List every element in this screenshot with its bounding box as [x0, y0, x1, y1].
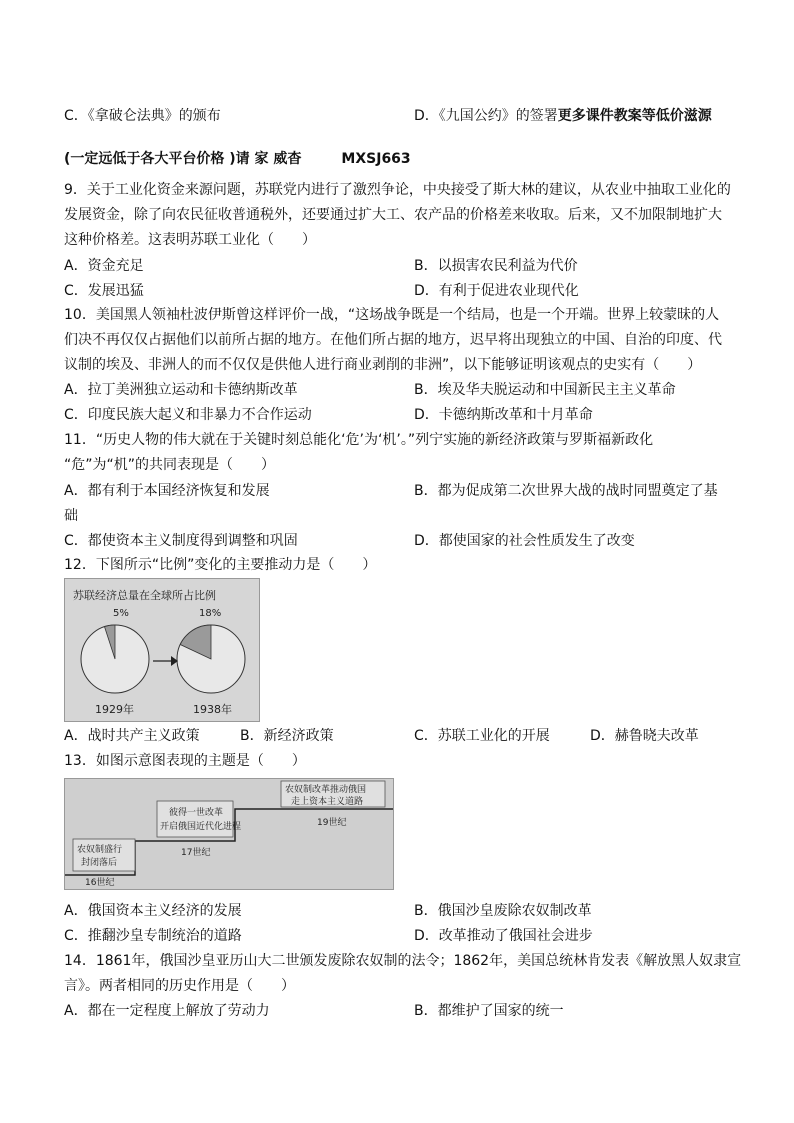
q10-stem-2: 们决不再仅仅占据他们以前所占据的地方。在他们所占据的地方，迟早将出现独立的中国、自治的印度、代 — [64, 332, 722, 348]
q14-stem-1: 14．1861年，俄国沙皇亚历山大二世颁发废除农奴制的法令；1862年，美国总统林肯发表《解放黑人奴隶宣 — [64, 953, 742, 969]
q10-option-a: A．拉丁美洲独立运动和卡德纳斯改革 — [64, 382, 298, 398]
staircase-figure — [64, 778, 394, 890]
q12-option-c: C．苏联工业化的开展 — [414, 728, 550, 744]
q10-option-d: D．卡德纳斯改革和十月革命 — [414, 407, 593, 423]
q13-stem: 13．如图示意图表现的主题是（ ） — [64, 753, 306, 769]
step1-line1: 农奴制盛行 — [77, 845, 123, 855]
pie-comparison-figure — [64, 578, 260, 722]
q12-option-a: A．战时共产主义政策 — [64, 728, 200, 744]
q9-stem-1: 9．关于工业化资金来源问题，苏联党内进行了激烈争论，中央接受了斯大林的建议，从农业中抽取工业化的 — [64, 182, 731, 198]
step2-line2: 开启俄国近代化进程 — [160, 822, 242, 832]
q9-stem-2: 发展资金，除了向农民征收普通税外，还要通过扩大工、农产品的价格差来收取。后来，又不加限制地扩大 — [64, 207, 722, 223]
step3-line2: 走上资本主义道路 — [291, 797, 364, 807]
pie1-label: 5% — [113, 608, 129, 619]
q11-stem-2: “危”为“机”的共同表现是（ ） — [64, 457, 276, 473]
q9-option-c: C．发展迅猛 — [64, 283, 144, 299]
option-d — [414, 106, 712, 126]
q11-option-d: D．都使国家的社会性质发生了改变 — [414, 533, 635, 549]
q9-option-b: B．以损害农民利益为代价 — [414, 258, 578, 274]
q9-option-d: D．有利于促进农业现代化 — [414, 283, 579, 299]
q12-option-b: B．新经济政策 — [240, 728, 334, 744]
step2-line1: 彼得一世改革 — [169, 808, 224, 818]
pie2-label: 18% — [199, 608, 222, 619]
step2-era: 17世纪 — [181, 848, 211, 858]
q11-stem-1: 11．“历史人物的伟大就在于关键时刻总能化‘危’为‘机’。”列宁实施的新经济政策与罗斯福新政化 — [64, 432, 654, 448]
ad-code: MXSJ663 — [341, 151, 411, 167]
step3-line1: 农奴制改革推动俄国 — [285, 785, 367, 795]
q14-option-a: A．都在一定程度上解放了劳动力 — [64, 1003, 270, 1019]
ad-line — [64, 149, 411, 169]
q13-option-d: D．改革推动了俄国社会进步 — [414, 928, 593, 944]
step1-era: 16世纪 — [85, 878, 115, 888]
ad-line-text: (一定远低于各大平台价格 )请 家 威杳 — [64, 151, 302, 167]
pie-comparison-svg — [65, 579, 259, 721]
q13-option-a: A．俄国资本主义经济的发展 — [64, 903, 242, 919]
q11-option-b: B．都为促成第二次世界大战的战时同盟奠定了基 — [414, 483, 718, 499]
staircase-svg — [65, 779, 393, 889]
year2-label: 1938年 — [193, 703, 232, 716]
option-c: C．《拿破仑法典》的颁布 — [64, 108, 221, 124]
q12-option-d: D．赫鲁晓夫改革 — [590, 728, 699, 744]
q14-stem-2: 言》。两者相同的历史作用是（ ） — [64, 978, 295, 994]
q14-option-b: B．都维护了国家的统一 — [414, 1003, 564, 1019]
q12-stem: 12．下图所示“比例”变化的主要推动力是（ ） — [64, 557, 377, 573]
step3-era: 19世纪 — [317, 818, 347, 828]
step1-line2: 封闭落后 — [81, 858, 118, 868]
year1-label: 1929年 — [95, 703, 134, 716]
q11-option-a: A．都有利于本国经济恢复和发展 — [64, 483, 270, 499]
q10-stem-1: 10．美国黑人领袖杜波伊斯曾这样评价一战，“这场战争既是一个结局，也是一个开端。世界上较蒙昧的人 — [64, 307, 720, 323]
option-d-text: D．《九国公约》的签署 — [414, 108, 558, 124]
q9-option-a: A．资金充足 — [64, 258, 144, 274]
figure-title: 苏联经济总量在全球所占比例 — [73, 589, 216, 602]
q10-option-c: C．印度民族大起义和非暴力不合作运动 — [64, 407, 312, 423]
q10-option-b: B．埃及华夫脱运动和中国新民主主义革命 — [414, 382, 676, 398]
ad-text: 更多课件教案等低价滋源 — [557, 108, 712, 124]
q11-option-b-wrap: 础 — [64, 508, 78, 524]
q13-option-c: C．推翻沙皇专制统治的道路 — [64, 928, 242, 944]
q11-option-c: C．都使资本主义制度得到调整和巩固 — [64, 533, 298, 549]
q10-stem-3: 议制的埃及、非洲人的而不仅仅是供他人进行商业剥削的非洲”，以下能够证明该观点的史实有（ ） — [64, 357, 702, 373]
q13-option-b: B．俄国沙皇废除农奴制改革 — [414, 903, 592, 919]
q9-stem-3: 这种价格差。这表明苏联工业化（ ） — [64, 232, 316, 248]
